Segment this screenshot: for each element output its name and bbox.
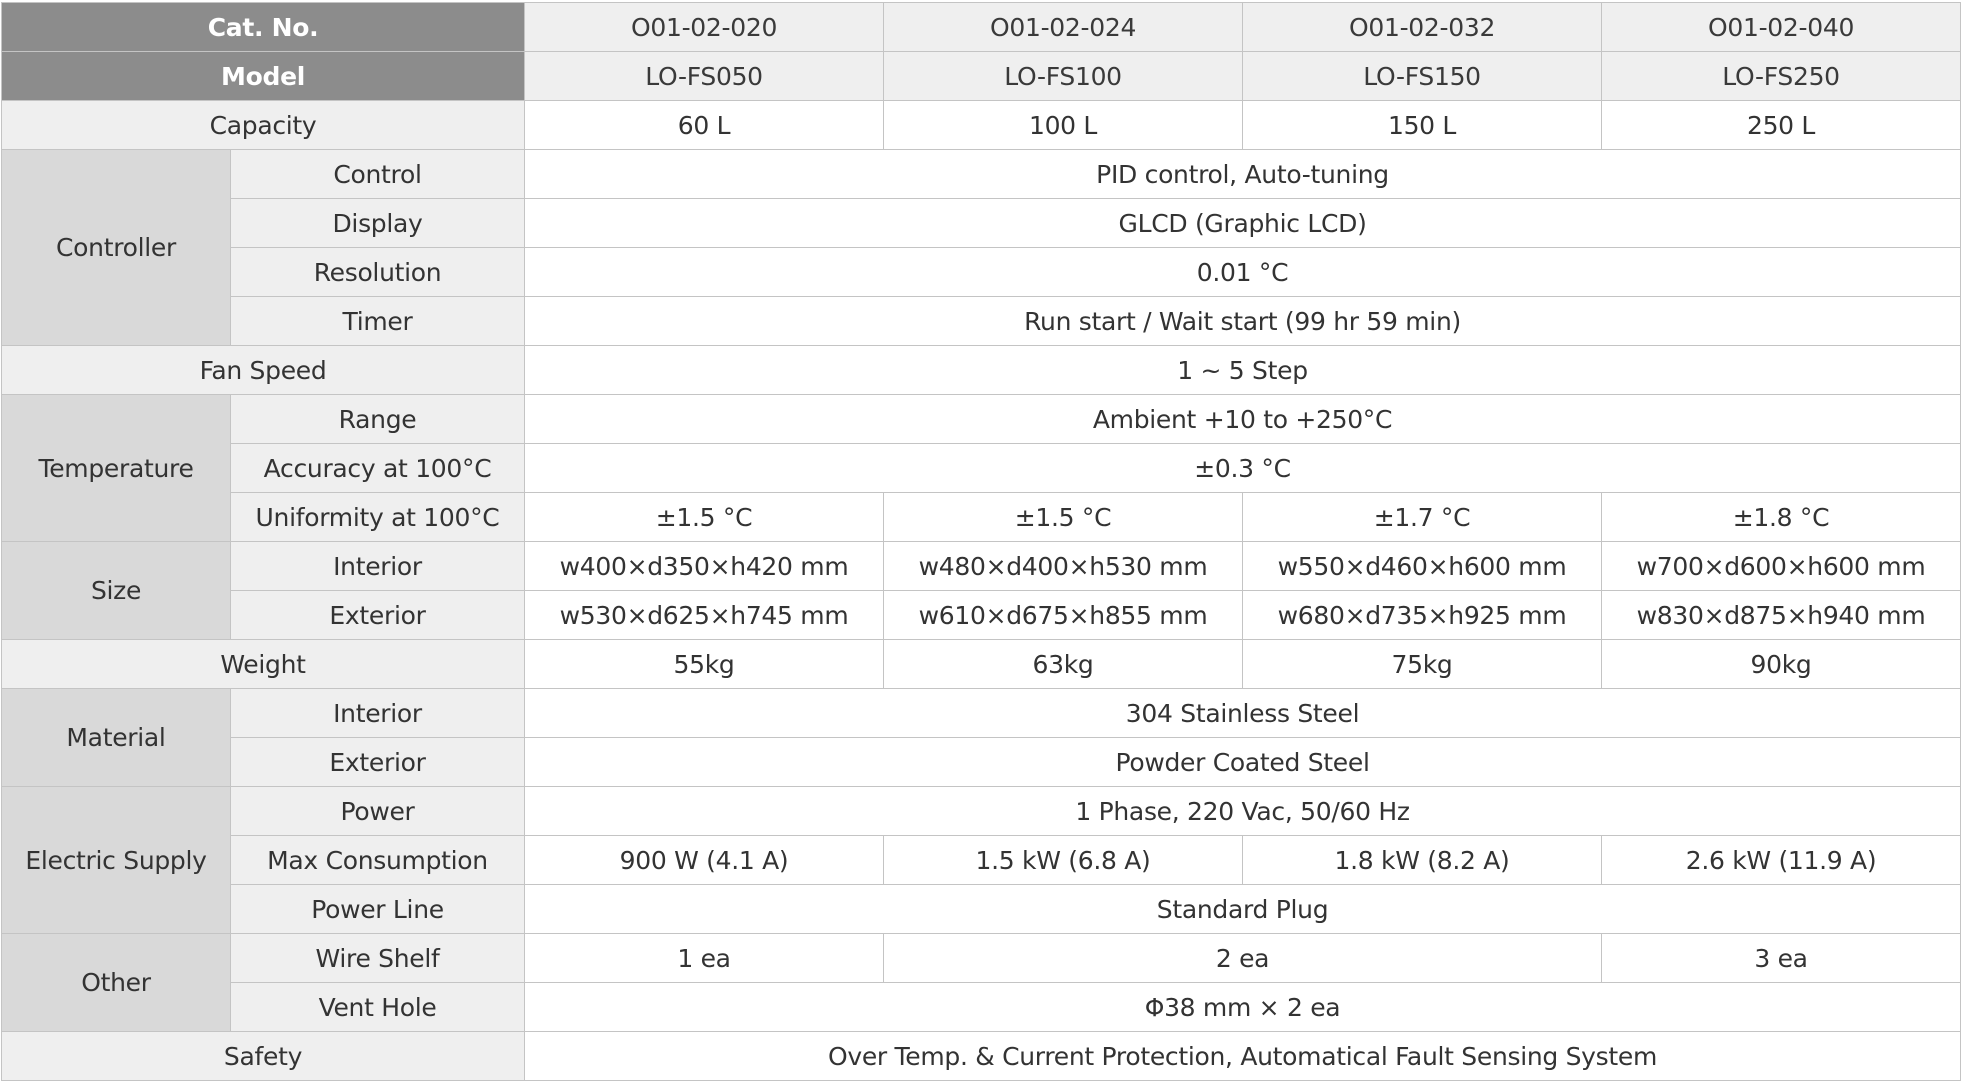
- size-interior-value: w700×d600×h600 mm: [1602, 542, 1961, 591]
- weight-value: 63kg: [884, 640, 1243, 689]
- capacity-value: 150 L: [1243, 101, 1602, 150]
- cat-no-value: O01-02-040: [1602, 3, 1961, 52]
- wire-shelf-label: Wire Shelf: [231, 934, 525, 983]
- size-exterior-value: w530×d625×h745 mm: [525, 591, 884, 640]
- max-consumption-value: 1.5 kW (6.8 A): [884, 836, 1243, 885]
- weight-value: 75kg: [1243, 640, 1602, 689]
- cat-no-value: O01-02-024: [884, 3, 1243, 52]
- size-interior-value: w400×d350×h420 mm: [525, 542, 884, 591]
- model-label: Model: [2, 52, 525, 101]
- row-cat-no: [2, 3, 1961, 52]
- power-line-label: Power Line: [231, 885, 525, 934]
- wire-shelf-value: 2 ea: [884, 934, 1602, 983]
- uniformity-label: Uniformity at 100°C: [231, 493, 525, 542]
- accuracy-value: ±0.3 °C: [525, 444, 1961, 493]
- uniformity-value: ±1.5 °C: [525, 493, 884, 542]
- material-exterior-label: Exterior: [231, 738, 525, 787]
- cat-no-label: Cat. No.: [2, 3, 525, 52]
- weight-value: 90kg: [1602, 640, 1961, 689]
- timer-value: Run start / Wait start (99 hr 59 min): [525, 297, 1961, 346]
- row-material-interior: [2, 689, 1961, 738]
- size-exterior-label: Exterior: [231, 591, 525, 640]
- uniformity-value: ±1.8 °C: [1602, 493, 1961, 542]
- row-temperature-uniformity: [2, 493, 1961, 542]
- row-electric-power: [2, 787, 1961, 836]
- display-value: GLCD (Graphic LCD): [525, 199, 1961, 248]
- vent-hole-value: Φ38 mm × 2 ea: [525, 983, 1961, 1032]
- capacity-value: 60 L: [525, 101, 884, 150]
- cat-no-value: O01-02-032: [1243, 3, 1602, 52]
- row-electric-power-line: [2, 885, 1961, 934]
- row-material-exterior: [2, 738, 1961, 787]
- weight-label: Weight: [2, 640, 525, 689]
- resolution-label: Resolution: [231, 248, 525, 297]
- material-interior-value: 304 Stainless Steel: [525, 689, 1961, 738]
- row-temperature-accuracy: [2, 444, 1961, 493]
- size-interior-value: w550×d460×h600 mm: [1243, 542, 1602, 591]
- power-line-value: Standard Plug: [525, 885, 1961, 934]
- max-consumption-value: 2.6 kW (11.9 A): [1602, 836, 1961, 885]
- controller-group-label: Controller: [2, 150, 231, 346]
- power-label: Power: [231, 787, 525, 836]
- control-value: PID control, Auto-tuning: [525, 150, 1961, 199]
- row-other-vent-hole: [2, 983, 1961, 1032]
- size-interior-label: Interior: [231, 542, 525, 591]
- electric-group-label: Electric Supply: [2, 787, 231, 934]
- display-label: Display: [231, 199, 525, 248]
- wire-shelf-value: 1 ea: [525, 934, 884, 983]
- max-consumption-value: 900 W (4.1 A): [525, 836, 884, 885]
- row-size-exterior: [2, 591, 1961, 640]
- temperature-group-label: Temperature: [2, 395, 231, 542]
- cat-no-value: O01-02-020: [525, 3, 884, 52]
- row-electric-max-consumption: [2, 836, 1961, 885]
- row-temperature-range: [2, 395, 1961, 444]
- material-group-label: Material: [2, 689, 231, 787]
- safety-label: Safety: [2, 1032, 525, 1081]
- model-value: LO-FS050: [525, 52, 884, 101]
- size-interior-value: w480×d400×h530 mm: [884, 542, 1243, 591]
- row-capacity: [2, 101, 1961, 150]
- row-controller-display: [2, 199, 1961, 248]
- wire-shelf-value: 3 ea: [1602, 934, 1961, 983]
- row-model: [2, 52, 1961, 101]
- capacity-label: Capacity: [2, 101, 525, 150]
- safety-value: Over Temp. & Current Protection, Automatical Fault Sensing System: [525, 1032, 1961, 1081]
- size-exterior-value: w830×d875×h940 mm: [1602, 591, 1961, 640]
- row-other-wire-shelf: [2, 934, 1961, 983]
- uniformity-value: ±1.7 °C: [1243, 493, 1602, 542]
- power-value: 1 Phase, 220 Vac, 50/60 Hz: [525, 787, 1961, 836]
- material-interior-label: Interior: [231, 689, 525, 738]
- capacity-value: 100 L: [884, 101, 1243, 150]
- row-safety: [2, 1032, 1961, 1081]
- resolution-value: 0.01 °C: [525, 248, 1961, 297]
- max-consumption-value: 1.8 kW (8.2 A): [1243, 836, 1602, 885]
- spec-table: [1, 2, 1961, 1081]
- size-exterior-value: w610×d675×h855 mm: [884, 591, 1243, 640]
- row-fan-speed: [2, 346, 1961, 395]
- material-exterior-value: Powder Coated Steel: [525, 738, 1961, 787]
- uniformity-value: ±1.5 °C: [884, 493, 1243, 542]
- row-controller-resolution: [2, 248, 1961, 297]
- range-value: Ambient +10 to +250°C: [525, 395, 1961, 444]
- size-group-label: Size: [2, 542, 231, 640]
- fan-speed-value: 1 ~ 5 Step: [525, 346, 1961, 395]
- control-label: Control: [231, 150, 525, 199]
- weight-value: 55kg: [525, 640, 884, 689]
- vent-hole-label: Vent Hole: [231, 983, 525, 1032]
- fan-speed-label: Fan Speed: [2, 346, 525, 395]
- row-weight: [2, 640, 1961, 689]
- timer-label: Timer: [231, 297, 525, 346]
- row-controller-timer: [2, 297, 1961, 346]
- model-value: LO-FS250: [1602, 52, 1961, 101]
- size-exterior-value: w680×d735×h925 mm: [1243, 591, 1602, 640]
- model-value: LO-FS100: [884, 52, 1243, 101]
- range-label: Range: [231, 395, 525, 444]
- capacity-value: 250 L: [1602, 101, 1961, 150]
- other-group-label: Other: [2, 934, 231, 1032]
- row-size-interior: [2, 542, 1961, 591]
- row-controller-control: [2, 150, 1961, 199]
- max-consumption-label: Max Consumption: [231, 836, 525, 885]
- accuracy-label: Accuracy at 100°C: [231, 444, 525, 493]
- model-value: LO-FS150: [1243, 52, 1602, 101]
